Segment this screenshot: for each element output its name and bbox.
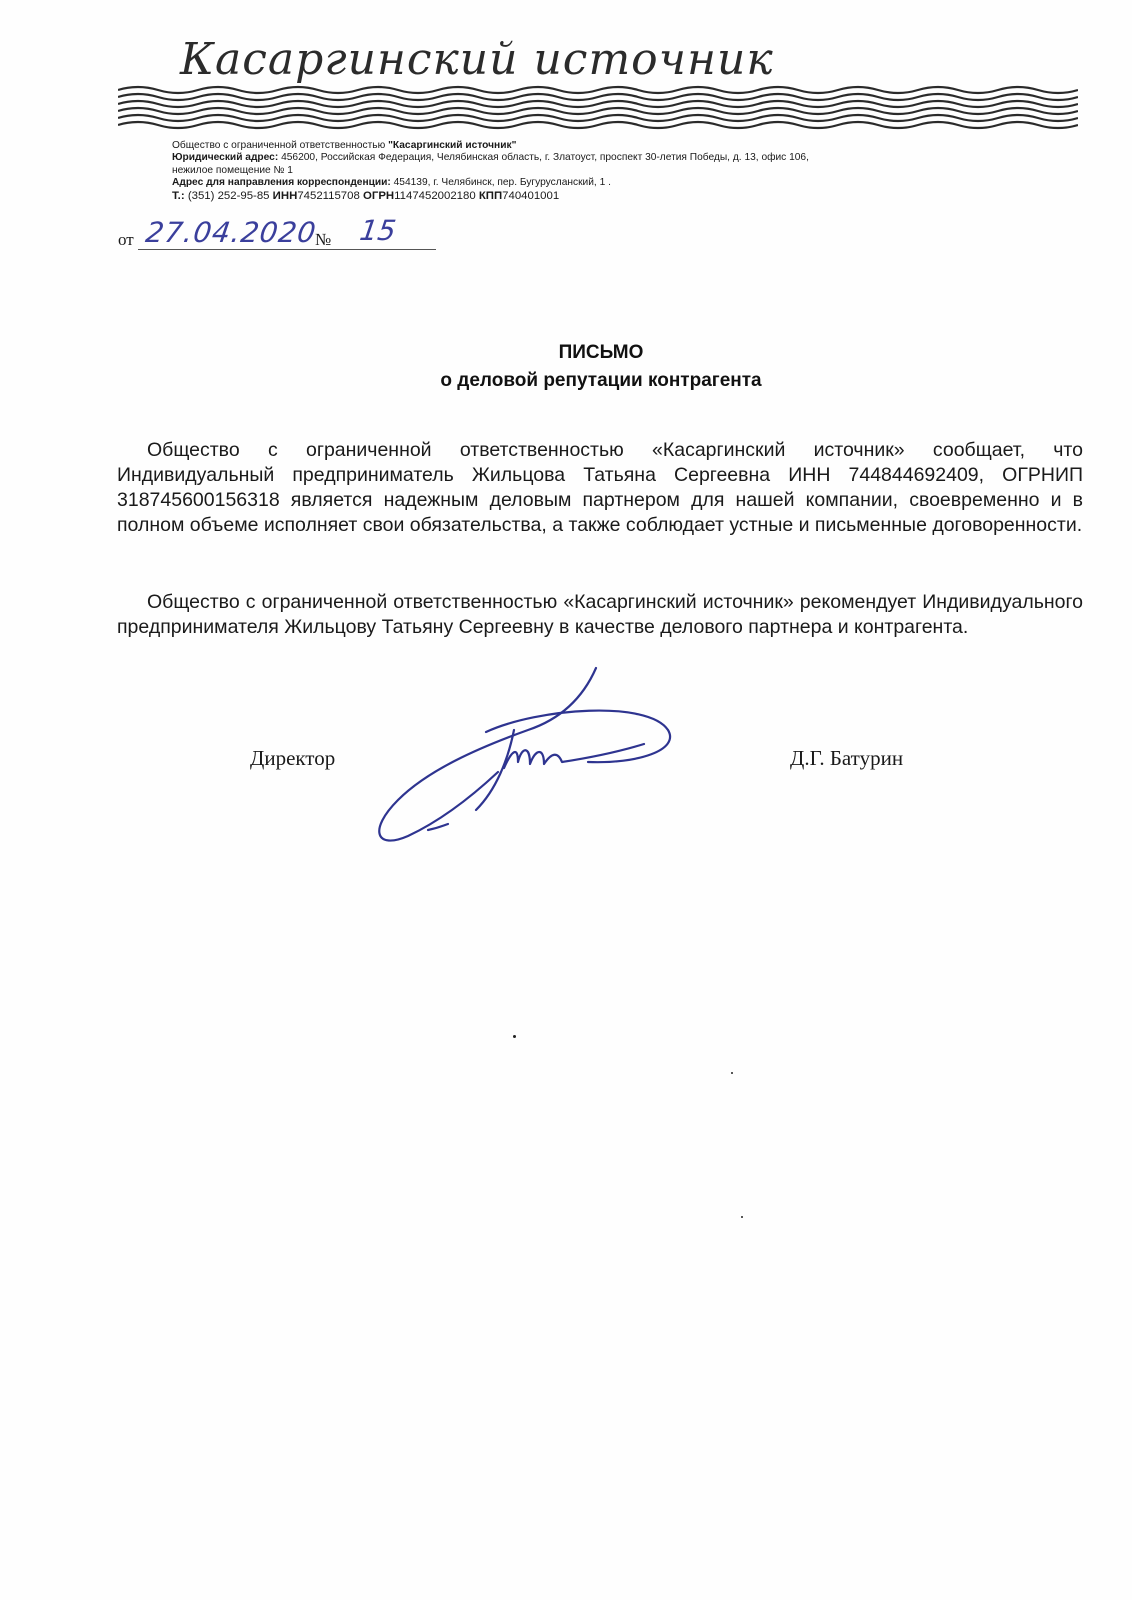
company-logo-text: Касаргинский источник — [180, 34, 774, 85]
inn-label: ИНН — [272, 189, 298, 202]
body-paragraph-2: Общество с ограниченной ответственностью «Касаргинский источник» рекомендует Индивидуального предпринимателя Жильцову Татьяну Сергеевну в качестве делового партнера и контрагента. — [117, 591, 1083, 638]
kpp-value: 740401001 — [502, 189, 560, 202]
ogrn-label: ОГРН — [363, 189, 395, 202]
legal-address-value: 456200, Российская Федерация, Челябинская область, г. Златоуст, проспект 30-летия Победы, д. 13, офис 106, — [281, 152, 809, 164]
mail-address-label: Адрес для направления корреспонденции: — [172, 177, 391, 189]
kpp-label: КПП — [478, 189, 503, 202]
scan-speck — [731, 1072, 733, 1074]
phone-label: Т.: — [172, 189, 185, 202]
org-name-line — [172, 140, 809, 152]
scan-speck — [741, 1216, 743, 1218]
ogrn-value: 1147452002180 — [394, 189, 476, 202]
handwritten-signature — [368, 660, 688, 860]
handwritten-number: 15 — [357, 214, 398, 247]
signatory-name: Д.Г. Батурин — [790, 746, 904, 770]
company-details — [172, 140, 809, 202]
mail-address-line — [172, 177, 809, 189]
legal-address-cont: нежилое помещение № 1 — [172, 164, 293, 176]
scan-speck — [513, 1035, 516, 1038]
from-label: от — [118, 230, 134, 249]
phone-value: (351) 252-95-85 — [187, 189, 270, 202]
requisites-line — [172, 190, 809, 202]
reference-line — [118, 214, 438, 254]
letter-title: ПИСЬМО — [558, 342, 644, 363]
signatory-role: Директор — [250, 746, 336, 770]
wave-lines-decoration — [118, 84, 1078, 134]
legal-address-line — [172, 152, 809, 164]
number-label: № — [315, 230, 332, 249]
handwritten-date: 27.04.2020 — [143, 216, 319, 249]
number-underline — [340, 249, 436, 250]
body-paragraph-1: Общество с ограниченной ответственностью «Касаргинский источник» сообщает, что Индивидуальный предприниматель Жильцова Татьяна Сергеевна ИНН 744844692409, ОГРНИП 318745600156318 является надежным деловым партнером для нашей компании, своевременно и в полном объеме исполняет свои обязательства, а также соблюдает устные и письменные договоренности. — [117, 439, 1083, 536]
letter-subtitle: о деловой репутации контрагента — [440, 370, 762, 391]
mail-address-value: 454139, г. Челябинск, пер. Бугурусланский, 1 . — [393, 177, 611, 189]
legal-address-label: Юридический адрес: — [172, 152, 279, 164]
org-name-text: Общество с ограниченной ответственностью — [172, 140, 386, 151]
org-name-quoted: "Касаргинский источник" — [388, 140, 517, 151]
inn-value: 7452115708 — [297, 189, 360, 202]
